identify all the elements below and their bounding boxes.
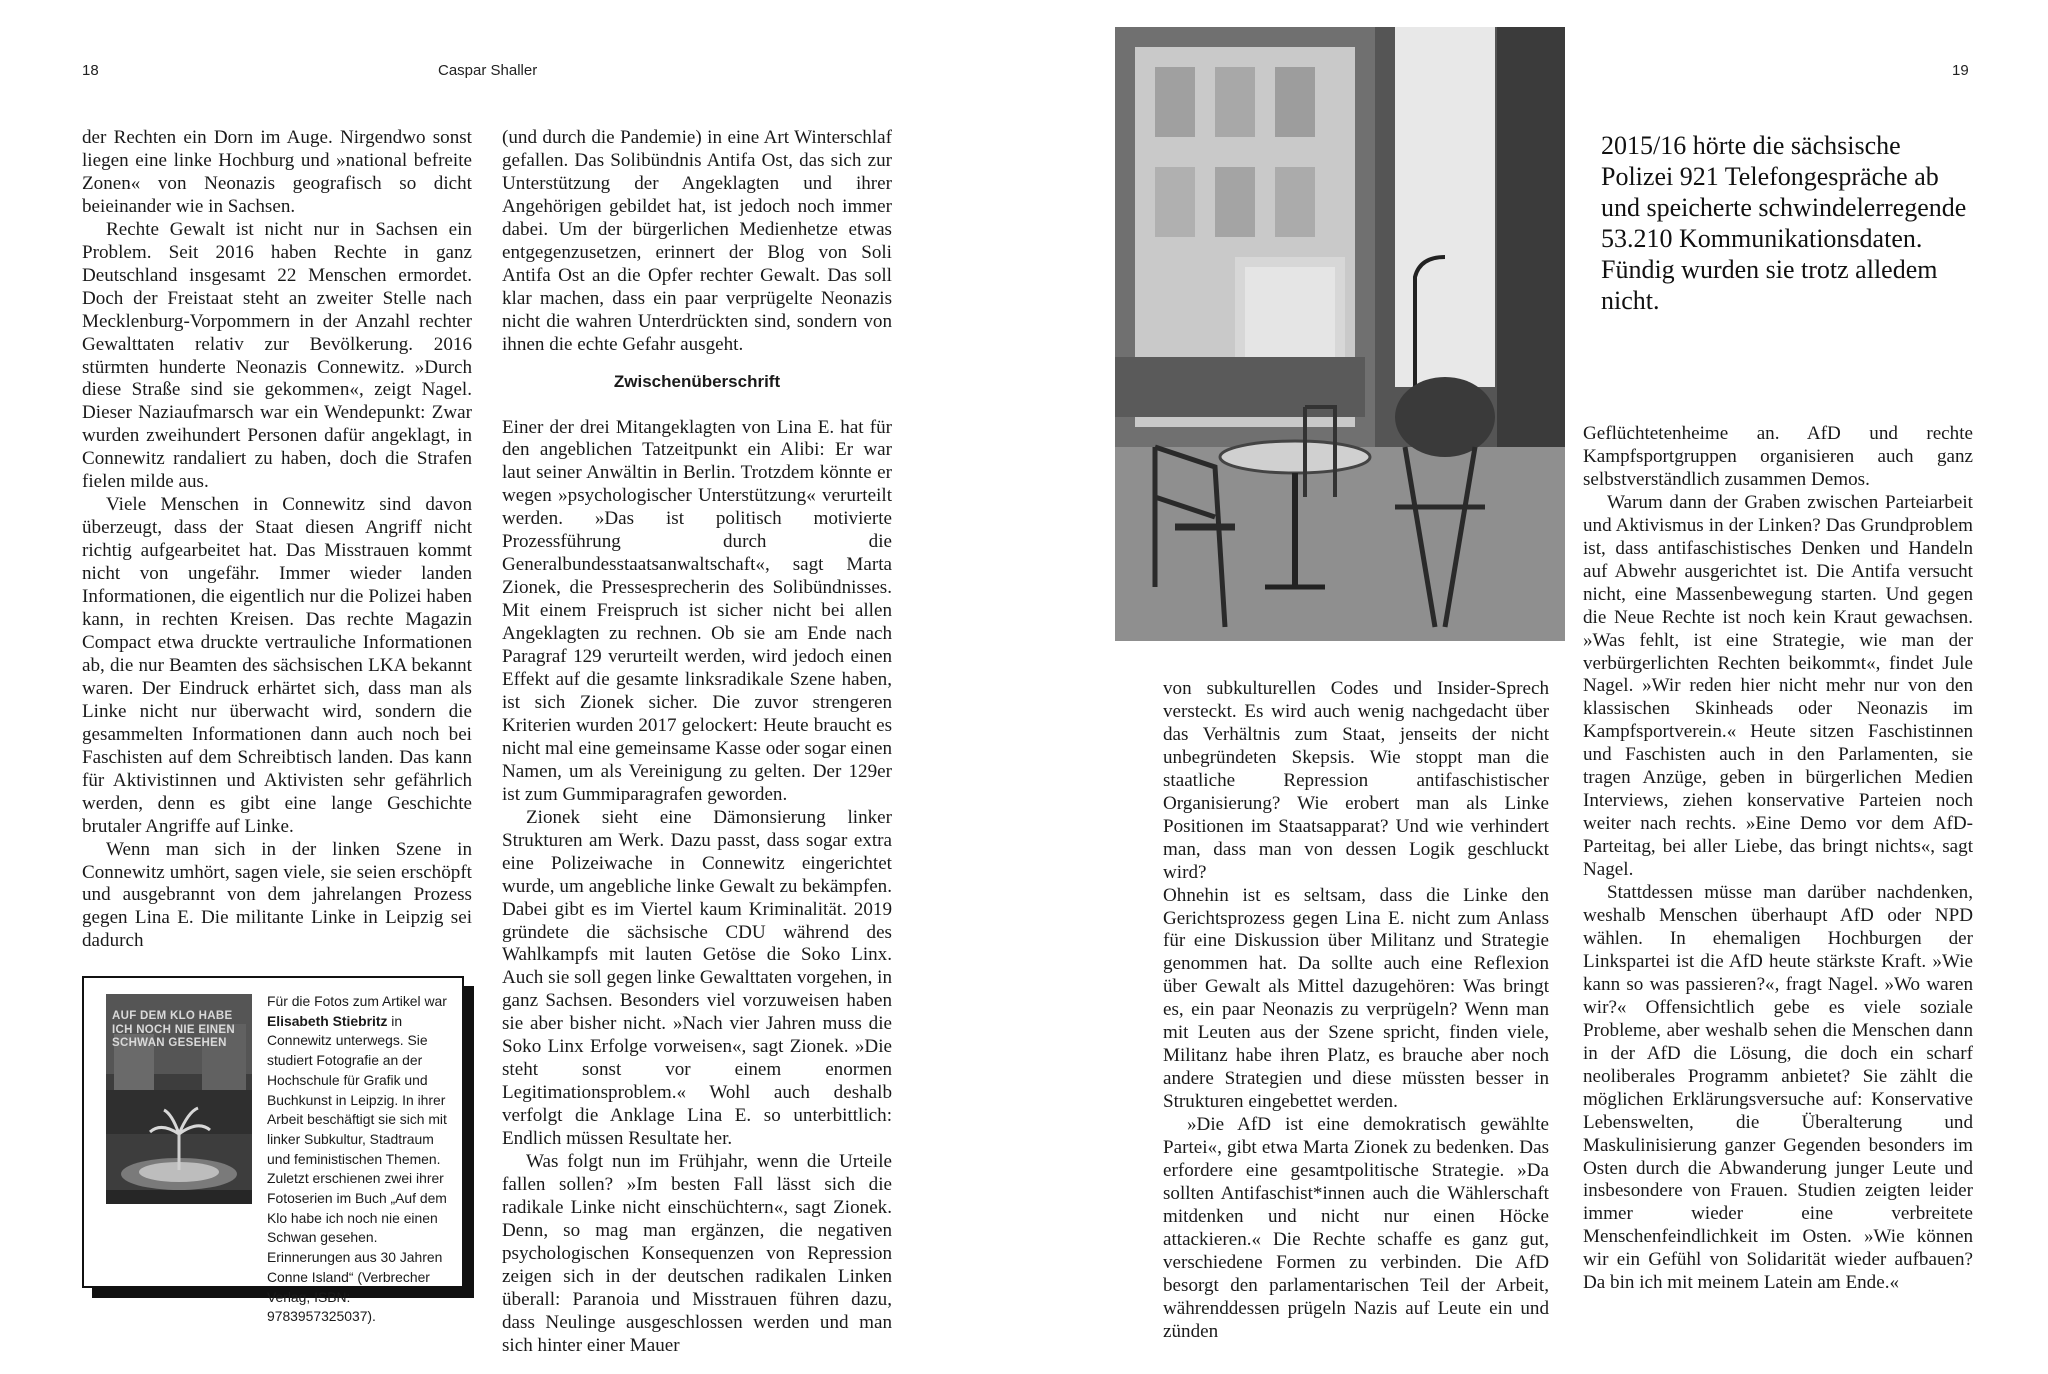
paragraph: Was folgt nun im Frühjahr, wenn die Urteile fallen sollen? »Im besten Fall lässt sich die radikale Linke nicht einschüchtern«, sagt Zionek. Denn, so mag man ergänzen, die negativen psychologischen Konsequenzen von Repression zeigen sich in der deutschen radikalen Linken überall: Paranoia und Misstrauen führen dazu, dass Neulinge ausgeschlossen werden und man sich hinter einer Mauer — [502, 1151, 892, 1356]
paragraph: Einer der drei Mitangeklagten von Lina E. hat für den angeblichen Tatzeitpunkt ein Alibi: Er war laut seiner Anwältin in Berlin. Trotzdem könnte er wegen »psychologischer Unterstützung« verurteilt werden. »Das ist politisch motivierte Prozessführung durch die Generalbundesstaatsanwaltschaft«, sagt Marta Zionek, die Pressesprecherin des Solibündnisses. Mit einem Freispruch ist sicher nicht bei allen Angeklagten zu rechnen. Ob sie am Ende nach Paragraf 129 verurteilt werden, wird jedoch einen Effekt auf die gesamte linksradikale Szene haben, ist sich Zionek sicher. Die zuvor strengeren Kriterien wurden 2017 gelockert: Heute braucht es nicht mal eine gemeinsame Kasse oder sogar einen Namen, um als Vereinigung zu gelten. Der 129er ist zum Gummiparagrafen geworden. — [502, 416, 892, 805]
paragraph: Wenn man sich in der linken Szene in Connewitz umhört, sagen viele, sie seien erschöpft und ausgebrannt von dem jahrelangen Prozess gegen Lina E. Die militante Linke in Leipzig sei dadurch — [82, 838, 472, 952]
paragraph: der Rechten ein Dorn im Auge. Nirgendwo sonst liegen eine linke Hochburg und »national befreite Zonen« von Neonazis geografisch so dicht beieinander wie in Sachsen. — [82, 127, 472, 217]
paragraph: Viele Menschen in Connewitz sind davon überzeugt, dass der Staat diesen Angriff nicht richtig aufgearbeitet hat. Das Misstrauen kommt nicht von ungefähr. Immer wieder landen Informationen, die eigentlich nur die Polizei haben kann, in rechten Kreisen. Das rechte Magazin Compact etwa druckte vertrauliche Informationen ab, die nur Beamten des sächsischen LKA bekannt waren. Der Eindruck erhärtet sich, dass man als Linke nicht nur überwacht wird, sondern die gesammelten Informationen dann auch noch bei Faschisten auf dem Schreibtisch landen. Das kann für Aktivistinnen und Aktivisten sehr gefährlich werden, denn es gibt eine lange Geschichte brutaler Angriffe auf Linke. — [82, 494, 472, 837]
paragraph: Rechte Gewalt ist nicht nur in Sachsen ein Problem. Seit 2016 haben Rechte in ganz Deutschland insgesamt 22 Menschen ermordet. Doch der Freistaat steht an zweiter Stelle nach Mecklenburg-Vorpommern in der Anzahl rechter Gewalttaten relativ zur Bevölkerung. 2016 stürmten hunderte Neonazis Connewitz. »Durch diese Straße sind sie gekommen«, zeigt Nagel. Dieser Naziaufmarsch war ein Wendepunkt: Zwar wurden zweihundert Personen dafür angeklagt, in Connewitz randaliert zu haben, doch die Strafen fielen milde aus. — [82, 218, 472, 493]
text-column-3 — [1163, 678, 1549, 1344]
text-column-1 — [82, 127, 472, 953]
paragraph: Geflüchtetenheime an. AfD und rechte Kampfsportgruppen organisieren auch ganz selbstverständlich zusammen Demos. — [1583, 423, 1973, 490]
paragraph: Warum dann der Graben zwischen Parteiarbeit und Aktivismus in der Linken? Das Grundproblem ist, dass antifaschistisches Denken und Handeln auf Abwehr ausgerichtet ist. Die Antifa versucht nicht, eine Massenbewegung starten. Und gegen die Neue Rechte ist noch kein Kraut gewachsen. »Was fehlt, ist eine Strategie, wie man der verbürgerlichten Rechten beikommt«, findet Jule Nagel. »Wir reden hier nicht mehr nur von den klassischen Skinheads oder Neonazis im Kampfsportverein.« Heute sitzen Faschistinnen und Faschisten auch in den Parlamenten, sie tragen Anzüge, geben in bürgerlichen Medien Interviews, ziehen konservative Parteien noch weiter nach rechts. »Eine Demo vor dem AfD-Parteitag, bei aller Liebe, das bringt nichts«, sagt Nagel. — [1583, 491, 1973, 881]
page-number-right: 19 — [1952, 62, 1969, 79]
text-column-2 — [502, 127, 892, 1358]
page-number-left: 18 — [82, 62, 99, 79]
photographer-name: Elisabeth Stiebritz — [267, 1012, 388, 1029]
book-cover-thumbnail — [106, 994, 252, 1204]
cafe-photo-image — [1115, 27, 1565, 641]
paragraph: (und durch die Pandemie) in eine Art Winterschlaf gefallen. Das Solibündnis Antifa Ost, das sich zur Unterstützung der Angeklagten und ihrer Angehörigen gebildet hat, ist jedoch noch immer dabei. Um der bürgerlichen Medienhetze etwas entgegenzusetzen, erinnert der Blog von Soli Antifa Ost an die Opfer rechter Gewalt. Das soll klar machen, dass ein paar verprügelte Neonazis nicht die wahren Unterdrückten sind, sondern von ihnen die echte Gefahr ausgeht. — [502, 127, 892, 355]
pull-quote: 2015/16 hörte die sächsische Polizei 921 Telefongespräche ab und speicherte schwindelerregende 53.210 Kommunikationsdaten. Fündig wurden sie trotz alledem nicht. — [1601, 131, 1967, 315]
paragraph: Ohnehin ist es seltsam, dass die Linke den Gerichtsprozess gegen Lina E. nicht zum Anlass für eine Diskussion über Militanz und Strategie genommen hat. Da sollte auch eine Reflexion über Gewalt als Mittel dazugehören: Was bringt es, ein paar Neonazis zu verprügeln? Wenn man mit Leuten aus der Szene spricht, finden viele, Militanz habe ihren Platz, es brauche aber noch andere Strategien und diese müssten besser in Strukturen eingebettet werden. — [1163, 884, 1549, 1113]
paragraph: von subkulturellen Codes und Insider-Sprech versteckt. Es wird auch wenig nachgedacht über das Verhältnis zum Staat, jenseits der nicht unbegründeten Skepsis. Wie stoppt man die staatliche Repression antifaschistischer Organisierung? Wie erobert man als Linke Positionen im Staatsapparat? Und wie verhindert man, dass man von dessen Logik geschluckt wird? — [1163, 678, 1549, 883]
running-head-author: Caspar Shaller — [438, 62, 538, 79]
paragraph: »Die AfD ist eine demokratisch gewählte Partei«, gibt etwa Marta Zionek zu bedenken. Das erfordere eine gesamtpolitische Strategie. »Da sollten Antifaschist*innen auch die Wählerschaft mitdenken und nicht nur einen Höcke attackieren.« Die Rechte schaffe es ganz gut, verschiedene Formen zu verbinden. Die AfD besorgt den parlamentarischen Teil der Arbeit, währenddessen prügeln Nazis auf Leute ein und zünden — [1163, 1114, 1549, 1342]
paragraph: Zionek sieht eine Dämonsierung linker Strukturen am Werk. Dazu passt, dass sogar extra eine Polizeiwache in Connewitz eingerichtet wurde, um angebliche linke Gewalt zu bekämpfen. Dabei gibt es im Viertel kaum Kriminalität. 2019 gründete die sächsische CDU während des Wahlkampfs mit lauten Getöse die Soko Linx. Auch sie soll gegen linke Gewalttaten vorgehen, in ganz Sachsen. Besonders viel vorzuweisen haben sie aber bisher nicht. »Nach vier Jahren muss die Soko Linx Erfolge vorweisen«, sagt Zionek. »Die steht sonst vor einem enormen Legitimationsproblem.« Wohl auch deshalb verfolgt die Anklage Lina E. so unterbittlich: Endlich müssen Resultate her. — [502, 806, 892, 1150]
caption-text: Für die Fotos zum Artikel war — [267, 993, 447, 1009]
photographer-info-box — [82, 976, 464, 1325]
subheading: Zwischenüberschrift — [613, 371, 781, 391]
text-column-4 — [1583, 423, 1973, 1295]
book-cover-title: AUF DEM KLO HABE ICH NOCH NIE EINEN SCHWAN GESEHEN — [112, 1010, 235, 1049]
caption-text: in Connewitz unterwegs. Sie studiert Fotografie an der Hochschule für Grafik und Buchkunst in Leipzig. In ihrer Arbeit beschäftigt sie sich mit linker Subkultur, Stadtraum und feministischen Themen. Zuletzt erschienen zwei ihrer Fotoserien im Buch „Auf dem Klo habe ich noch nie einen Schwan gesehen. Erinnerungen aus 30 Jahren Conne Island“ (Verbrecher Verlag, ISBN: 9783957325037). — [267, 1012, 447, 1325]
cafe-photo — [1115, 27, 1565, 641]
paragraph: Stattdessen müsse man darüber nachdenken, weshalb Menschen überhaupt AfD oder NPD wählen. In ehemaligen Hochburgen der Linkspartei ist die AfD heute stärkste Kraft. »Wie kann so was passieren?«, fragt Nagel. »Wo waren wir?« Offensichtlich gebe es viele soziale Probleme, aber weshalb sehen die Menschen dann in der AfD die Lösung, die doch ein scharf neoliberales Programm anbietet? Sie zählt die möglichen Erklärungsversuche auf: Konservative Lebenswelten, die Überalterung und Maskulinisierung ganzer Gegenden besonders im Osten durch die Abwanderung junger Leute und insbesondere von Frauen. Studien zeigten leider immer wieder eine verbreitete Menschenfeindlichkeit im Osten. »Wie können wir ein Gefühl von Solidarität wieder aufbauen? Da bin ich mit meinem Latein am Ende.« — [1583, 882, 1973, 1294]
photographer-caption — [267, 992, 453, 1327]
